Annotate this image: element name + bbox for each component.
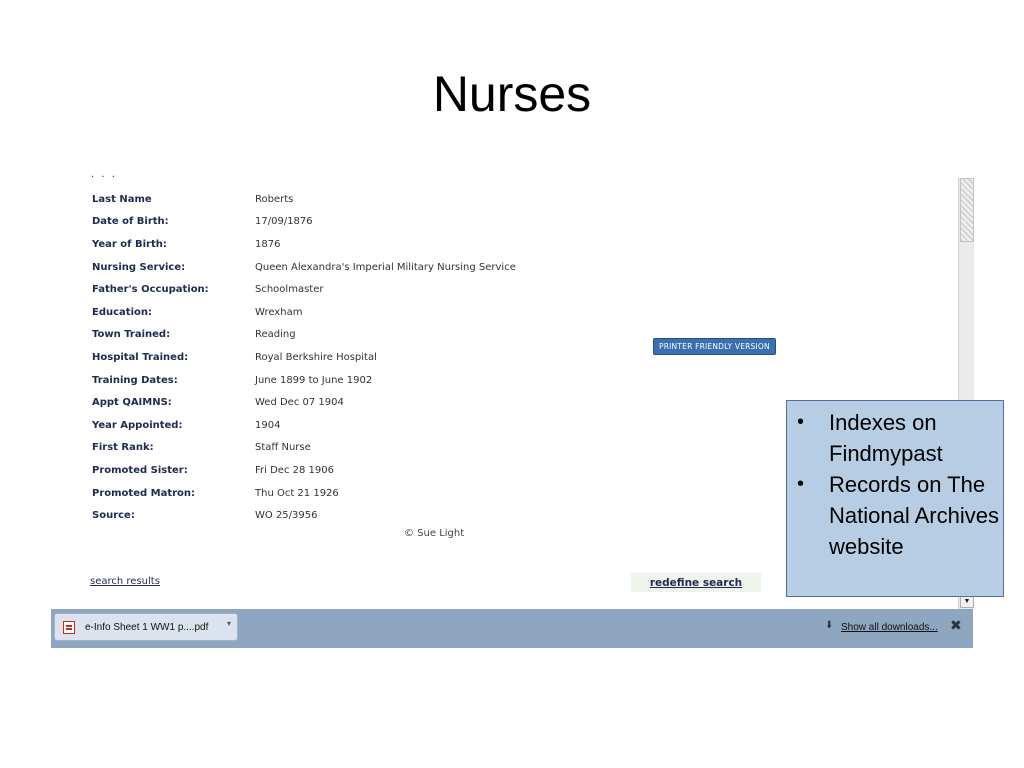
redefine-search-box bbox=[631, 573, 761, 592]
record-value: Queen Alexandra's Imperial Military Nursing Service bbox=[255, 261, 516, 273]
record-value: Wed Dec 07 1904 bbox=[255, 397, 344, 409]
close-icon[interactable]: ✖ bbox=[950, 618, 962, 634]
record-row bbox=[92, 256, 516, 279]
record-label: Nursing Service: bbox=[92, 261, 186, 273]
record-label: Promoted Sister: bbox=[92, 464, 188, 476]
callout-box bbox=[786, 400, 1004, 597]
record-row bbox=[92, 391, 516, 414]
record-label: Date of Birth: bbox=[92, 216, 169, 228]
chevron-down-icon[interactable]: ▾ bbox=[227, 619, 232, 628]
pdf-file-icon bbox=[63, 621, 75, 634]
record-label: Town Trained: bbox=[92, 329, 171, 341]
callout-item: • Indexes on Findmypast bbox=[797, 407, 999, 469]
record-row bbox=[92, 233, 516, 256]
record-value: Schoolmaster bbox=[255, 284, 324, 296]
record-label: Promoted Matron: bbox=[92, 487, 196, 499]
record-label: Year Appointed: bbox=[92, 419, 183, 431]
clipped-row: · · · bbox=[91, 172, 117, 183]
record-row bbox=[92, 459, 516, 482]
record-label: Year of Birth: bbox=[92, 238, 167, 250]
record-table bbox=[92, 188, 516, 527]
record-value: 17/09/1876 bbox=[255, 216, 313, 228]
record-row bbox=[92, 278, 516, 301]
download-item[interactable] bbox=[54, 613, 238, 641]
copyright-notice: © Sue Light bbox=[404, 528, 465, 539]
download-arrow-icon: ⬇ bbox=[825, 620, 834, 631]
record-label: Training Dates: bbox=[92, 374, 178, 386]
record-label: Father's Occupation: bbox=[92, 284, 209, 296]
printer-friendly-button[interactable]: PRINTER FRIENDLY VERSION bbox=[653, 338, 776, 355]
record-row bbox=[92, 437, 516, 460]
record-value: Thu Oct 21 1926 bbox=[255, 487, 339, 499]
record-row bbox=[92, 482, 516, 505]
record-row bbox=[92, 324, 516, 347]
download-file-name: e-Info Sheet 1 WW1 p....pdf bbox=[85, 622, 209, 633]
record-label: Education: bbox=[92, 306, 152, 318]
download-bar bbox=[51, 609, 973, 648]
record-row bbox=[92, 211, 516, 234]
record-value: 1876 bbox=[255, 238, 281, 250]
callout-item: • Records on The National Archives website bbox=[797, 469, 999, 562]
scroll-down-arrow-icon[interactable]: ▼ bbox=[960, 596, 974, 608]
callout-list bbox=[797, 407, 999, 562]
record-row bbox=[92, 414, 516, 437]
record-value: Wrexham bbox=[255, 306, 303, 318]
record-row bbox=[92, 346, 516, 369]
record-value: 1904 bbox=[255, 419, 281, 431]
record-label: First Rank: bbox=[92, 442, 154, 454]
record-value: Fri Dec 28 1906 bbox=[255, 464, 334, 476]
record-value: Roberts bbox=[255, 193, 294, 205]
record-label: Hospital Trained: bbox=[92, 351, 189, 363]
redefine-search-link[interactable]: redefine search bbox=[649, 576, 743, 589]
record-row bbox=[92, 188, 516, 211]
record-label: Appt QAIMNS: bbox=[92, 397, 172, 409]
show-all-downloads-link[interactable]: Show all downloads... bbox=[841, 622, 938, 633]
slide-title: Nurses bbox=[432, 66, 592, 122]
search-results-link[interactable]: search results bbox=[90, 576, 160, 587]
record-row bbox=[92, 504, 516, 527]
record-label: Source: bbox=[92, 510, 135, 522]
record-value: June 1899 to June 1902 bbox=[255, 374, 373, 386]
record-row bbox=[92, 301, 516, 324]
record-value: WO 25/3956 bbox=[255, 510, 318, 522]
scroll-thumb[interactable] bbox=[960, 178, 974, 242]
record-value: Staff Nurse bbox=[255, 442, 311, 454]
record-row bbox=[92, 369, 516, 392]
record-value: Royal Berkshire Hospital bbox=[255, 351, 377, 363]
record-label: Last Name bbox=[92, 193, 152, 205]
record-value: Reading bbox=[255, 329, 296, 341]
